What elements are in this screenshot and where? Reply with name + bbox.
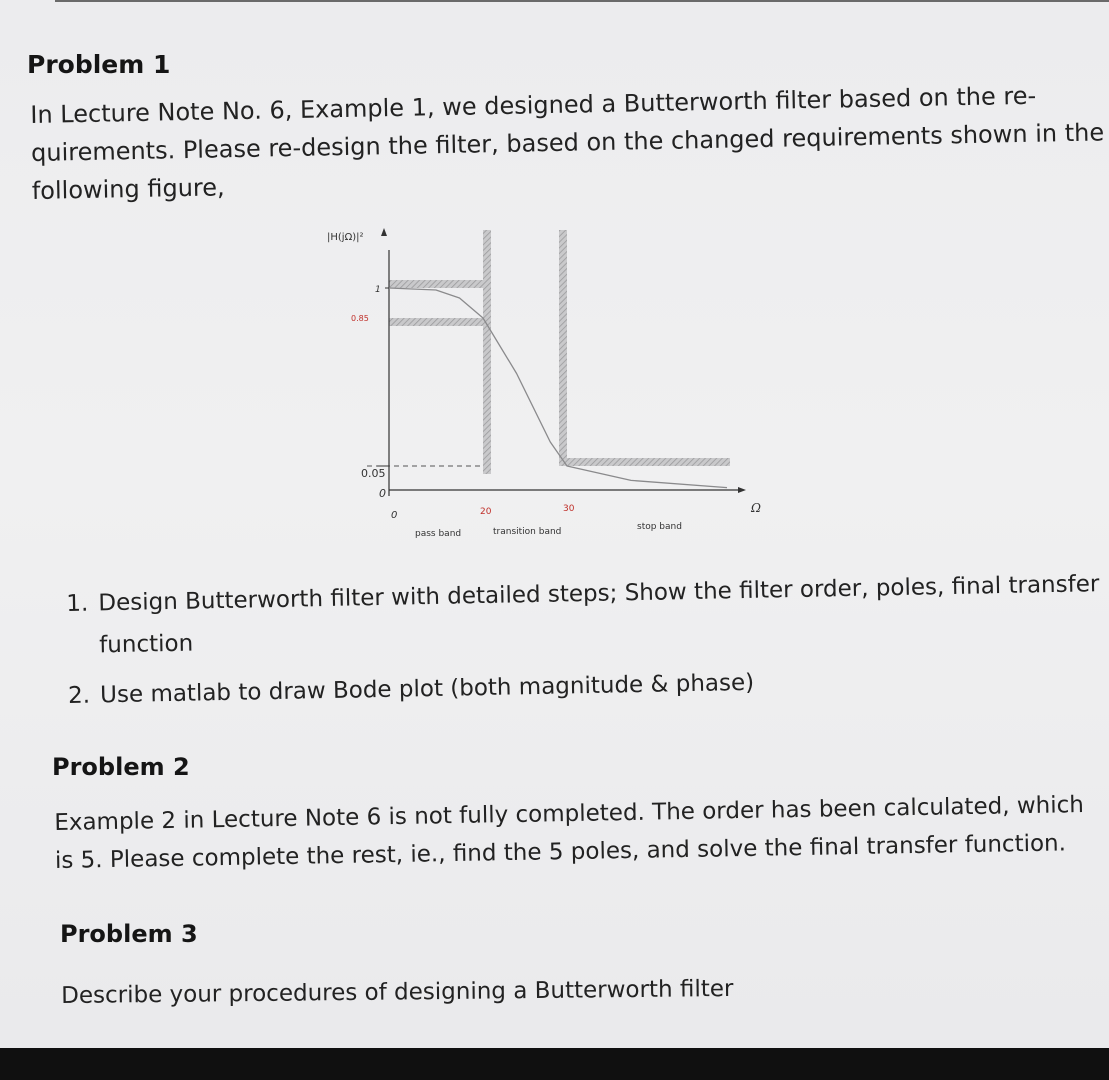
frequency-response-curve [389, 288, 727, 488]
statement-line: Describe your procedures of designing a Butterworth filter [61, 975, 734, 1009]
y-tick-label: 0.85 [351, 314, 369, 323]
y-tick-label: 0.05 [361, 467, 386, 480]
task-text: Design Butterworth filter with detailed steps; Show the filter order, poles, final transfer [98, 571, 1100, 617]
stopband-edge-bar [559, 230, 567, 466]
statement-line: is 5. Please complete the rest, ie., find the 5 poles, and solve the final transfer function. [54, 830, 1067, 874]
band-label-stop: stop band [637, 522, 682, 532]
list-number: 2. [67, 682, 91, 709]
x-tick-label: 30 [563, 504, 575, 514]
problem-3-title: Problem 3 [60, 920, 198, 948]
passband-lower-bound [389, 318, 483, 326]
y-tick-label: 0 [379, 487, 386, 500]
list-number: 1. [66, 590, 89, 617]
list-item [66, 563, 1101, 667]
problem-1-task-list [66, 563, 1101, 717]
x-tick-label: 0 [391, 510, 398, 521]
statement-line: In Lecture Note No. 6, Example 1, we designed a Butterworth filter based on the re- [30, 81, 1037, 129]
band-label-transition: transition band [493, 527, 562, 537]
passband-edge-bar [483, 230, 491, 474]
y-axis-label: |H(jΩ)|² [327, 232, 364, 243]
x-tick-label: 20 [480, 507, 492, 517]
x-axis-arrow [738, 487, 746, 493]
problem-2-statement [54, 786, 1085, 880]
band-label-pass: pass band [415, 529, 462, 539]
x-axis-label: Ω [751, 501, 761, 515]
task-text: function [98, 630, 194, 659]
problem-1-statement [30, 75, 1105, 210]
screen-bezel [0, 1048, 1109, 1080]
spec-chart-svg [315, 220, 761, 550]
statement-line: quirements. Please re-design the filter, based on the changed requirements shown in the [30, 118, 1105, 167]
stopband-upper-bound [559, 458, 730, 466]
top-rule [55, 0, 1109, 2]
statement-line: Example 2 in Lecture Note 6 is not fully completed. The order has been calculated, which [54, 792, 1085, 836]
problem-2-title: Problem 2 [52, 753, 190, 781]
passband-upper-bound [389, 280, 483, 288]
problem-3-statement [61, 970, 734, 1015]
y-tick-label: 1 [375, 285, 381, 295]
problem-1-title: Problem 1 [27, 50, 171, 79]
y-axis-arrow [381, 228, 387, 236]
list-item [68, 655, 1102, 717]
filter-spec-figure [315, 220, 761, 550]
task-text: Use matlab to draw Bode plot (both magnitude & phase) [99, 669, 755, 709]
statement-line: following figure, [31, 173, 225, 205]
